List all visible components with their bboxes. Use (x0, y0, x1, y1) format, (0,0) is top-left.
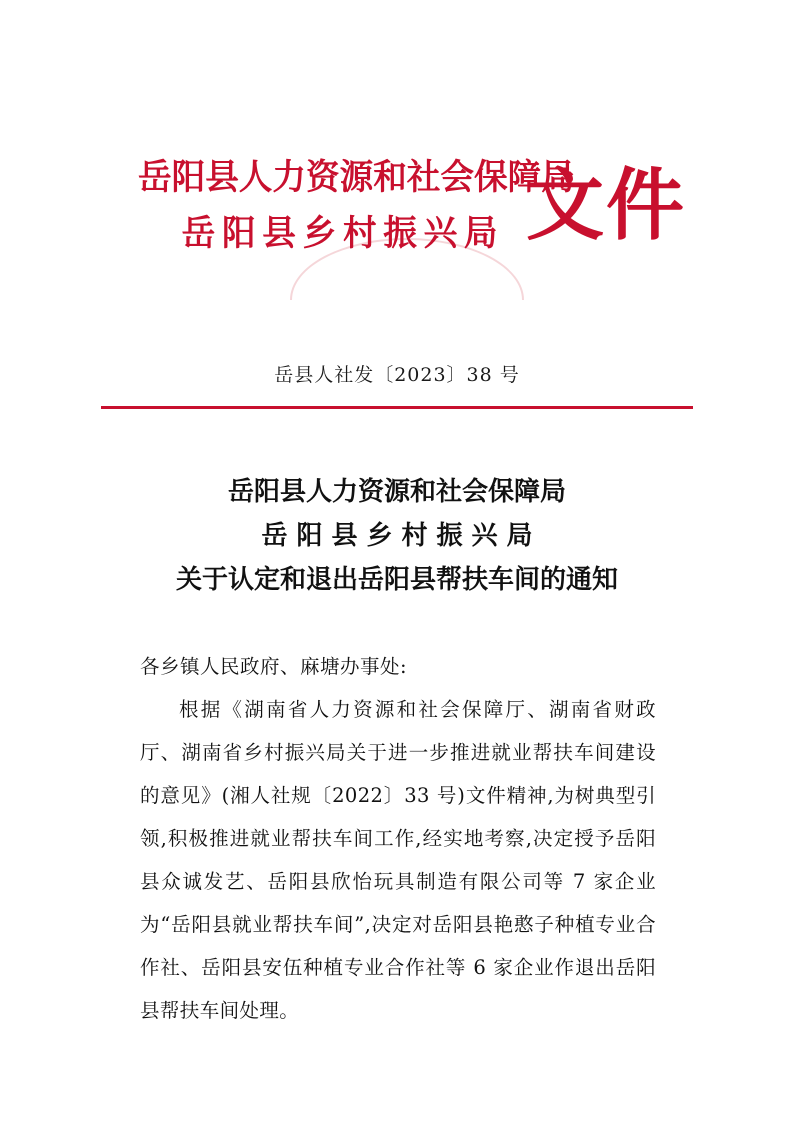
document-body (140, 645, 656, 1032)
letterhead (100, 150, 694, 290)
letterhead-line-2: 岳阳县乡村振兴局 (181, 213, 505, 254)
title-line-3: 关于认定和退出岳阳县帮扶车间的通知 (175, 565, 618, 595)
letterhead-wenjian-char: 文件 (525, 160, 686, 251)
letterhead-agency-names (138, 150, 575, 262)
title-line-2: 岳阳县乡村振兴局 (261, 521, 542, 551)
letterhead-line-1: 岳阳县人力资源和社会保障局 (138, 157, 575, 198)
body-paragraph-1: 根据《湖南省人力资源和社会保障厅、湖南省财政厅、湖南省乡村振兴局关于进一步推进就业帮扶车间建设的意见》(湘人社规〔2022〕33 号)文件精神,为树典型引领,积极推进就业帮扶车间工作,经实地考察,决定授予岳阳县众诚发艺、岳阳县欣怡玩具制造有限公司等 7 家企业为“岳阳县就业帮扶车间”,决定对岳阳县艳憨子种植专业合作社、岳阳县安伍种植专业合作社等 6 家企业作退出岳阳县帮扶车间处理。 (140, 698, 656, 1022)
red-divider-rule (101, 406, 693, 409)
title-line-1: 岳阳县人力资源和社会保障局 (227, 477, 566, 507)
document-number: 岳县人社发〔2023〕38 号 (274, 364, 520, 386)
document-title (97, 470, 697, 602)
body-salutation: 各乡镇人民政府、麻塘办事处: (140, 655, 408, 678)
